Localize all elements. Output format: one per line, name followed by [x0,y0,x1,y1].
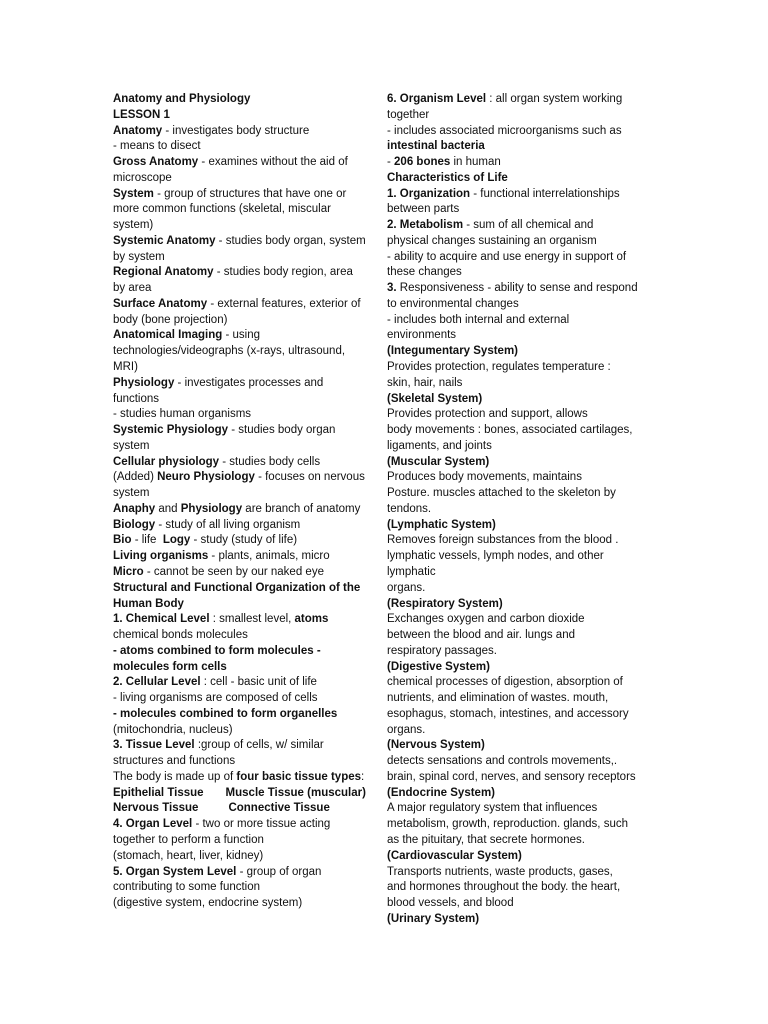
line [387,628,647,644]
description: detects sensations and controls movements,. [387,755,618,768]
definition: microscope [113,171,172,184]
line [387,660,647,676]
line [113,581,378,597]
definition: - studies body cells [219,455,321,468]
description: blood vessels, and blood [387,897,514,910]
line [387,754,647,770]
term: 2. Cellular Level [113,676,201,689]
term: Micro [113,565,144,578]
line [387,423,647,439]
line [113,392,378,408]
tissue-type: Epithelial Tissue [113,786,204,799]
line [387,612,647,628]
note: - living organisms are composed of cells [113,692,318,705]
line [113,139,378,155]
line [113,865,378,881]
description: skin, hair, nails [387,376,463,389]
line [387,518,647,534]
term: Logy [162,534,191,547]
line [387,171,647,187]
line [113,423,378,439]
line [113,360,378,376]
line [113,612,378,628]
description: Provides protection, regulates temperature : [387,361,611,374]
note: - includes both internal and external [387,313,570,326]
tissue-type: Muscle Tissue (muscular) [225,786,366,799]
definition: - plants, animals, micro [208,550,330,563]
line [387,218,647,234]
note: (mitochondria, nucleus) [113,723,233,736]
definition: - cannot be seen by our naked eye [143,565,324,578]
definition: physical changes sustaining an organism [387,234,597,247]
emphasis: intestinal bacteria [387,140,485,153]
line [113,770,378,786]
line [387,533,647,549]
system-heading: (Muscular System) [387,455,490,468]
line [387,597,647,613]
term: Anatomy [113,124,163,137]
definition: - study of all living organism [155,518,301,531]
line [113,597,378,613]
description: between the blood and air. lungs and [387,629,575,642]
term: Neuro Physiology [157,471,255,484]
term: Gross Anatomy [113,156,199,169]
line [113,455,378,471]
term: Systemic Anatomy [113,234,216,247]
line [387,912,647,928]
line [113,108,378,124]
definition: - studies body organ [228,424,336,437]
line [387,344,647,360]
line [113,707,378,723]
line [387,849,647,865]
line [387,581,647,597]
line [113,786,378,802]
definition: (digestive system, endocrine system) [113,897,303,910]
term: Biology [113,518,156,531]
description: body movements : bones, associated cartilages, [387,424,633,437]
emphasis: 206 bones [394,156,451,169]
line [113,533,378,549]
description: metabolism, growth, reproduction. glands, such [387,818,628,831]
right-column [387,92,647,928]
line [113,880,378,896]
line [113,723,378,739]
description: and hormones throughout the body. the heart, [387,881,621,894]
description: lymphatic vessels, lymph nodes, and other [387,550,604,563]
line [113,187,378,203]
description: tendons. [387,502,432,515]
description: Provides protection and support, allows [387,408,588,421]
definition: functions [113,392,160,405]
system-heading: (Endocrine System) [387,786,495,799]
emphasis: four basic tissue types [236,770,362,783]
line [113,155,378,171]
definition: :group of cells, w/ similar [194,739,324,752]
line [387,439,647,455]
line [387,549,647,565]
line [387,896,647,912]
definition: - focuses on nervous [254,471,365,484]
line [387,265,647,281]
line [113,250,378,266]
definition: (stomach, heart, liver, kidney) [113,849,264,862]
line [113,565,378,581]
line [113,675,378,691]
line [113,439,378,455]
definition: - study (study of life) [190,534,298,547]
line [387,281,647,297]
line [387,691,647,707]
definition: - group of organ [236,865,322,878]
line [387,313,647,329]
line [387,407,647,423]
term: 1. Organization [387,187,471,200]
description: Removes foreign substances from the blood . [387,534,619,547]
section-heading: Characteristics of Life [387,171,508,184]
line [113,376,378,392]
term: Anatomical Imaging [113,329,223,342]
line [387,297,647,313]
line [387,644,647,660]
line [387,455,647,471]
system-heading: (Respiratory System) [387,597,503,610]
note: - studies human organisms [113,408,252,421]
line [113,849,378,865]
description: Exchanges oxygen and carbon dioxide [387,613,585,626]
definition: - two or more tissue acting [192,818,331,831]
line [387,360,647,376]
document-title: Anatomy and Physiology [113,93,251,105]
line [387,880,647,896]
text: : [361,770,365,783]
lesson-heading: LESSON 1 [113,108,170,121]
definition: system [113,439,150,452]
description: as the pituitary, that secrete hormones. [387,833,585,846]
line [113,234,378,250]
line [387,139,647,155]
line [113,171,378,187]
description: organs. [387,723,426,736]
line [113,644,378,660]
line [387,108,647,124]
system-heading: (Nervous System) [387,739,485,752]
term: atoms [294,613,329,626]
definition: between parts [387,203,460,216]
line [387,770,647,786]
line [113,407,378,423]
line [113,297,378,313]
definition: chemical bonds molecules [113,629,248,642]
definition: - functional interrelationships [470,187,620,200]
term: Bio [113,534,132,547]
line [387,786,647,802]
description: esophagus, stomach, intestines, and accessory [387,707,629,720]
connector: and [155,502,181,515]
system-heading: (Cardiovascular System) [387,849,522,862]
definition: by area [113,282,152,295]
description: brain, spinal cord, nerves, and sensory receptors [387,770,636,783]
definition: : all organ system working [486,93,623,105]
line [387,486,647,502]
definition: - using [222,329,260,342]
term: Physiology [113,376,175,389]
line [387,723,647,739]
term: Anaphy [113,502,156,515]
text: - [387,156,395,169]
line [387,502,647,518]
line [113,628,378,644]
definition: Responsiveness - ability to sense and respond [396,282,638,295]
description: organs. [387,581,426,594]
definition: - investigates body structure [162,124,310,137]
description: lymphatic [387,565,436,578]
definition: - studies body organ, system [215,234,366,247]
definition: system [113,487,150,500]
line [113,124,378,140]
text: The body is made up of [113,770,237,783]
left-column [113,92,378,912]
line [113,281,378,297]
line [387,376,647,392]
note: - means to disect [113,140,201,153]
line [113,896,378,912]
definition: MRI) [113,361,138,374]
line [387,675,647,691]
definition: together [387,108,430,121]
definition: body (bone projection) [113,313,228,326]
tissue-type: Nervous Tissue [113,802,199,815]
line [113,328,378,344]
line [387,865,647,881]
term: Physiology [180,502,243,515]
term: Systemic Physiology [113,424,229,437]
term: 1. Chemical Level [113,613,210,626]
line [113,754,378,770]
definition: more common functions (skeletal, miscular [113,203,331,216]
term: 3. [387,282,397,295]
definition: - life [131,534,163,547]
note: - includes associated microorganisms such as [387,124,622,137]
text: in human [450,156,501,169]
emphasis: - atoms combined to form molecules - [113,644,321,657]
definition: - examines without the aid of [198,156,348,169]
line [387,328,647,344]
term: 2. Metabolism [387,219,464,232]
system-heading: (Urinary System) [387,912,480,925]
line [113,502,378,518]
section-heading: Structural and Functional Organization of the [113,581,361,594]
description: Produces body movements, maintains [387,471,582,484]
line [387,738,647,754]
line [387,817,647,833]
description: nutrients, and elimination of wastes. mouth, [387,692,609,705]
description: respiratory passages. [387,644,497,657]
line [113,801,378,817]
definition: - group of structures that have one or [153,187,347,200]
term: System [113,187,154,200]
definition: - investigates processes and [174,376,324,389]
line [387,92,647,108]
tissue-type: Connective Tissue [228,802,330,815]
line [113,202,378,218]
description: A major regulatory system that influences [387,802,598,815]
description: chemical processes of digestion, absorption of [387,676,623,689]
description: Transports nutrients, waste products, gases, [387,865,613,878]
line [387,234,647,250]
term: Regional Anatomy [113,266,214,279]
definition: contributing to some function [113,881,261,894]
definition: : smallest level, [209,613,295,626]
term: 3. Tissue Level [113,739,195,752]
definition: technologies/videographs (x-rays, ultrasound, [113,345,346,358]
line [113,470,378,486]
term: Living organisms [113,550,209,563]
description: ligaments, and joints [387,439,492,452]
line [113,313,378,329]
definition: : cell - basic unit of life [200,676,317,689]
note: environments [387,329,457,342]
line [387,155,647,171]
note: these changes [387,266,462,279]
line [113,218,378,234]
term: Cellular physiology [113,455,220,468]
line [387,707,647,723]
line [113,691,378,707]
description: Posture. muscles attached to the skeleton by [387,487,616,500]
line [387,392,647,408]
line [387,202,647,218]
line [387,833,647,849]
line [387,250,647,266]
line [113,486,378,502]
definition: by system [113,250,165,263]
definition: system) [113,219,154,232]
definition: to environmental changes [387,297,519,310]
definition: together to perform a function [113,833,264,846]
note: - ability to acquire and use energy in support of [387,250,627,263]
line [113,738,378,754]
line [113,92,378,108]
line [387,801,647,817]
term: 5. Organ System Level [113,865,237,878]
emphasis: molecules form cells [113,660,227,673]
line [387,187,647,203]
system-heading: (Lymphatic System) [387,518,496,531]
system-heading: (Integumentary System) [387,345,519,358]
term: 6. Organism Level [387,93,487,105]
definition: structures and functions [113,755,236,768]
system-heading: (Skeletal System) [387,392,483,405]
line [113,549,378,565]
line [387,565,647,581]
line [113,660,378,676]
term: Surface Anatomy [113,297,208,310]
definition: - sum of all chemical and [463,219,594,232]
term: 4. Organ Level [113,818,193,831]
emphasis: - molecules combined to form organelles [113,707,338,720]
line [387,470,647,486]
definition: are branch of anatomy [242,502,361,515]
definition: - studies body region, area [213,266,353,279]
system-heading: (Digestive System) [387,660,490,673]
definition: - external features, exterior of [207,297,361,310]
note: (Added) [113,471,158,484]
line [113,817,378,833]
section-heading: Human Body [113,597,184,610]
line [113,518,378,534]
line [113,265,378,281]
line [387,124,647,140]
line [113,344,378,360]
line [113,833,378,849]
